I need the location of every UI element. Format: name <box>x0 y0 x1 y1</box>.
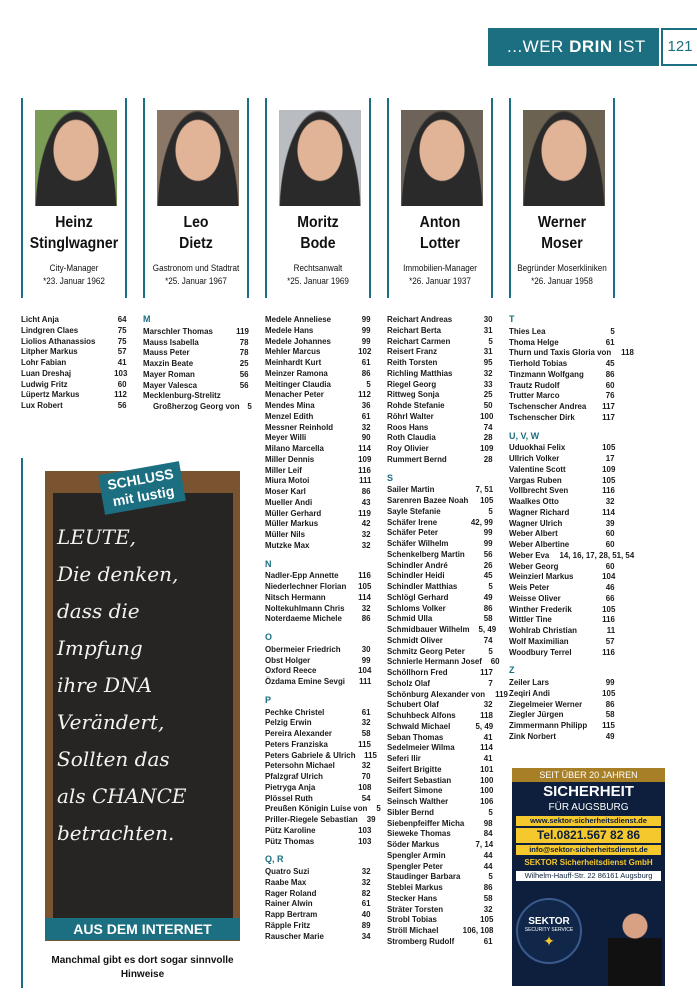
index-entry: Weinzierl Markus 104 <box>509 571 615 582</box>
index-entry: Mauss Isabella 78 <box>143 336 249 347</box>
index-entry: Preußen Königin Luise von 5 <box>265 803 382 814</box>
index-entry: Wagner Richard 114 <box>509 506 615 517</box>
index-letter: T <box>509 314 515 324</box>
index-letter: N <box>265 558 272 569</box>
index-entry: Tschenscher Andrea 117 <box>509 401 615 411</box>
index-entry: Mauss Peter 78 <box>143 347 249 358</box>
index-entry: Seifert Simone 100 <box>387 785 493 796</box>
index-entry: Niederlechner Florian 105 <box>265 581 371 591</box>
index-entry: Schindler Heidi 45 <box>387 570 493 581</box>
index-entry: Weber Albertine 60 <box>509 539 615 549</box>
index-entry: Ströll Michael 106, 108 <box>387 925 493 935</box>
index-entry: Schäfer Peter 99 <box>387 527 493 538</box>
index-entry: Miller Leif 116 <box>265 464 371 475</box>
index-entry: Schmid Ulla 58 <box>387 613 493 624</box>
index-entry: Wohlrab Christian 11 <box>509 625 615 635</box>
index-entry: Nitsch Hermann 114 <box>265 591 371 602</box>
sticker: SCHLUSS mit lustig <box>98 461 186 515</box>
person-role: Rechtsanwalt *25. Januar 1969 <box>287 263 349 286</box>
person-role: Begründer Moserkliniken *26. Januar 1958 <box>517 263 607 286</box>
index-entry: Lux Robert 56 <box>21 400 127 410</box>
index-entry: Nadler-Epp Annette 116 <box>265 570 371 581</box>
index-entry: Röhrl Walter 100 <box>387 410 493 421</box>
index-entry: Pereira Alexander 58 <box>265 728 371 738</box>
index-entry: Schenkelberg Martin 56 <box>387 548 493 559</box>
index-entry: Schloms Volker 86 <box>387 602 493 613</box>
index-entry: Scholz Olaf 7 <box>387 677 493 688</box>
index-entry: Strobl Tobias 105 <box>387 914 493 925</box>
index-entry: Seifert Sebastian 100 <box>387 774 493 785</box>
advertisement[interactable] <box>512 768 665 986</box>
index-entry: Moser Karl 86 <box>265 486 371 496</box>
index-entry: Rainer Alwin 61 <box>265 898 371 909</box>
index-letter: P <box>265 694 272 705</box>
person-photo <box>35 110 117 206</box>
sektor-logo: SEKTOR SECURITY SERVICE ✦ <box>516 898 582 964</box>
index-entry: Milano Marcella 114 <box>265 443 371 453</box>
index-entry: Lohr Fabian 41 <box>21 357 127 367</box>
index-entry: Steblei Markus 86 <box>387 882 493 892</box>
index-letter: O <box>265 632 273 642</box>
index-entry: Rohde Stefanie 50 <box>387 400 493 410</box>
index-entry: Spengler Peter 44 <box>387 860 493 871</box>
index-entry: Zeiler Lars 99 <box>509 677 615 687</box>
index-entry: Miller Dennis 109 <box>265 453 371 464</box>
index-entry: Stromberg Rudolf 61 <box>387 935 493 946</box>
index-entry: Trutter Marco 76 <box>509 390 615 401</box>
index-entry: Pelzig Erwin 32 <box>265 717 371 728</box>
index-entry: Reichart Carmen 5 <box>387 335 493 346</box>
index-entry: Seban Thomas 41 <box>387 731 493 742</box>
index-entry: Valentine Scott 109 <box>509 463 615 474</box>
index-entry: Siebenpfeiffer Micha 98 <box>387 817 493 828</box>
internet-photo-box <box>21 458 245 988</box>
index-entry: Rummert Bernd 28 <box>387 453 493 464</box>
index-entry: Meinhardt Kurt 61 <box>265 357 371 367</box>
index-entry: Özdama Emine Sevgi 111 <box>265 676 371 686</box>
index-entry: Staudinger Barbara 5 <box>387 871 493 882</box>
index-entry: Schubert Olaf 32 <box>387 699 493 710</box>
index-column <box>509 314 635 742</box>
index-entry: Pietryga Anja 108 <box>265 781 371 792</box>
index-entry: Großherzog Georg von 5 <box>153 401 252 411</box>
index-entry: Schmidbauer Wilhelm 5, 49 <box>387 624 496 634</box>
index-entry: Noterdaeme Michele 86 <box>265 613 371 624</box>
index-entry: Rauscher Marie 34 <box>265 930 371 941</box>
index-entry: Meyer Willi 90 <box>265 432 371 443</box>
index-entry: Litpher Markus 57 <box>21 346 127 357</box>
index-entry: Rapp Bertram 40 <box>265 909 371 919</box>
index-entry: Sayle Stefanie 5 <box>387 505 493 516</box>
index-entry: Mayer Valesca 56 <box>143 379 249 390</box>
person-photo <box>401 110 483 206</box>
index-column <box>143 314 252 412</box>
index-entry: Pütz Karoline 103 <box>265 824 371 835</box>
index-entry: Schmitz Georg Peter 5 <box>387 645 493 656</box>
index-entry: Mehler Marcus 102 <box>265 346 371 357</box>
index-entry: Räpple Fritz 89 <box>265 919 371 930</box>
index-entry: Schindler Matthias 5 <box>387 581 493 591</box>
index-entry: Sailer Martin 7, 51 <box>387 484 493 495</box>
chalk-line: Sollten das <box>57 747 170 771</box>
chalk-line: dass die <box>57 599 140 623</box>
index-entry: Noltekuhlmann Chris 32 <box>265 602 371 613</box>
index-entry: Meinzer Ramona 86 <box>265 367 371 378</box>
index-entry: Mendes Mina 36 <box>265 400 371 410</box>
chalk-line: als CHANCE <box>57 784 187 808</box>
index-column <box>387 314 508 947</box>
index-entry: Reichart Berta 31 <box>387 324 493 335</box>
index-entry: Seinsch Walther 106 <box>387 796 493 806</box>
ad-website[interactable]: www.sektor-sicherheitsdienst.de <box>516 816 661 826</box>
index-entry: Rager Roland 82 <box>265 887 371 898</box>
index-entry: Weis Peter 46 <box>509 582 615 592</box>
index-entry: Müller Nils 32 <box>265 529 371 539</box>
index-entry: Tierhold Tobias 45 <box>509 358 615 368</box>
index-entry: Schnierle Hermann Josef 60 <box>387 656 500 667</box>
index-entry: Spengler Armin 44 <box>387 849 493 860</box>
star-icon: ✦ <box>543 933 555 949</box>
index-letter: Z <box>509 665 515 676</box>
person-photo <box>523 110 605 206</box>
index-entry: Schindler André 26 <box>387 559 493 570</box>
index-entry: Medele Johannes 99 <box>265 335 371 346</box>
index-entry: Wagner Ulrich 39 <box>509 517 615 528</box>
index-entry: Pfalzgraf Ulrich 70 <box>265 771 371 781</box>
person-card <box>509 98 615 298</box>
index-entry: Priller-Riegele Sebastian 39 <box>265 814 376 824</box>
index-entry: Medele Hans 99 <box>265 324 371 335</box>
index-entry: Schäfer Irene 42, 99 <box>387 516 493 527</box>
index-letter: U, V, W <box>509 430 540 441</box>
index-entry: Pütz Thomas 103 <box>265 835 371 846</box>
ad-tagline: SEIT ÜBER 20 JAHREN <box>512 768 665 782</box>
index-entry: Mutzke Max 32 <box>265 539 371 550</box>
person-name: Heinz Stinglwagner <box>29 214 119 252</box>
index-entry: Mayer Roman 56 <box>143 368 249 379</box>
index-entry: Weber Eva 14, 16, 17, 28, 51, 54 <box>509 549 635 560</box>
index-entry: Menzel Edith 61 <box>265 410 371 421</box>
section-header: ...WER DRIN IST <box>488 28 659 66</box>
chalk-line: betrachten. <box>57 821 175 845</box>
person-role: City-Manager *23. Januar 1962 <box>43 263 105 286</box>
page-number: 121 <box>661 28 697 66</box>
index-entry: Liolios Athanassios 75 <box>21 335 127 346</box>
index-entry: Richling Matthias 32 <box>387 367 493 378</box>
ad-address: Wilhelm-Hauff-Str. 22 86161 Augsburg <box>516 871 661 881</box>
index-letter: Q, R <box>265 854 284 865</box>
index-entry: Söder Markus 7, 14 <box>387 839 493 849</box>
index-entry: Zimmermann Philipp 115 <box>509 720 615 730</box>
banner: AUS DEM INTERNET <box>45 918 240 940</box>
index-entry: Wolf Maximilian 57 <box>509 635 615 646</box>
index-entry: Roth Claudia 28 <box>387 432 493 443</box>
index-entry: Peters Gabriele & Ulrich 115 <box>265 749 378 760</box>
index-entry: Stecker Hans 58 <box>387 892 493 903</box>
person-photo <box>279 110 361 206</box>
index-entry: Trautz Rudolf 60 <box>509 379 615 390</box>
index-entry: Ziegelmeier Werner 86 <box>509 698 615 709</box>
index-entry: Schöllhorn Fred 117 <box>387 667 493 677</box>
index-entry: Waalkes Otto 32 <box>509 496 615 506</box>
index-entry: Seferi Ilir 41 <box>387 753 493 763</box>
photo-caption: Manchmal gibt es dort sogar sinnvolle Hinweise <box>51 955 234 980</box>
index-entry: Lüpertz Markus 112 <box>21 389 127 400</box>
person-card <box>143 98 249 298</box>
index-letter: M <box>143 314 151 324</box>
index-entry: Sibler Bernd 5 <box>387 806 493 817</box>
index-entry: Licht Anja 64 <box>21 314 127 324</box>
index-letter: S <box>387 472 394 483</box>
index-entry: Schwald Michael 5, 49 <box>387 720 493 731</box>
index-entry: Lindgren Claes 75 <box>21 324 127 335</box>
index-entry: Sträter Torsten 32 <box>387 903 493 914</box>
ad-phone[interactable]: Tel.0821.567 82 86 <box>516 828 661 843</box>
security-guard-photo <box>608 906 662 986</box>
index-entry: Raabe Max 32 <box>265 876 371 887</box>
ad-company: SEKTOR Sicherheitsdienst GmbH <box>524 858 653 867</box>
index-entry: Weisse Oliver 66 <box>509 592 615 603</box>
index-entry: Petersohn Michael 32 <box>265 760 371 771</box>
index-entry: Ludwig Fritz 60 <box>21 378 127 389</box>
person-name: Anton Lotter <box>419 214 461 252</box>
index-entry: Peters Franziska 115 <box>265 738 371 749</box>
index-entry: Müller Markus 42 <box>265 518 371 529</box>
index-entry: Ziegler Jürgen 58 <box>509 709 615 720</box>
index-entry: Miura Motoi 111 <box>265 475 371 486</box>
index-entry: Vollbrecht Sven 116 <box>509 485 615 496</box>
person-photo <box>157 110 239 206</box>
index-entry: Ullrich Volker 17 <box>509 453 615 463</box>
index-entry: Schuhbeck Alfons 118 <box>387 710 493 720</box>
index-entry: Plössel Ruth 54 <box>265 792 371 803</box>
chalk-line: ihre DNA <box>57 673 153 697</box>
index-entry: Woodbury Terrel 116 <box>509 646 615 657</box>
index-entry: Mecklenburg-Strelitz <box>143 390 221 401</box>
index-entry: Riegel Georg 33 <box>387 378 493 389</box>
index-entry: Roy Olivier 109 <box>387 443 493 453</box>
index-entry: Uduokhai Felix 105 <box>509 442 615 453</box>
index-entry: Medele Anneliese 99 <box>265 314 371 324</box>
index-entry: Maxzin Beate 25 <box>143 358 249 368</box>
index-column <box>265 314 382 941</box>
ad-subtitle: FÜR AUGSBURG <box>548 802 629 813</box>
index-entry: Vargas Ruben 105 <box>509 474 615 485</box>
index-entry: Obst Holger 99 <box>265 654 371 665</box>
chalkboard-photo <box>45 471 240 941</box>
index-entry: Müller Gerhard 119 <box>265 507 371 518</box>
index-entry: Wittler Tine 116 <box>509 614 615 625</box>
index-entry: Schäfer Wilhelm 99 <box>387 538 493 548</box>
index-entry: Pechke Christel 61 <box>265 706 371 717</box>
person-name: Leo Dietz <box>179 214 213 252</box>
index-entry: Weber Georg 60 <box>509 560 615 571</box>
index-entry: Thoma Helge 61 <box>509 336 615 347</box>
chalk-line: Verändert, <box>57 710 165 734</box>
index-entry: Zink Norbert 49 <box>509 730 615 741</box>
index-entry: Schönburg Alexander von 119 <box>387 688 508 699</box>
index-entry: Weber Albert 60 <box>509 528 615 539</box>
index-entry: Sedelmeier Wilma 114 <box>387 742 493 753</box>
index-entry: Tschenscher Dirk 117 <box>509 411 615 422</box>
index-entry: Messner Reinhold 32 <box>265 421 371 432</box>
index-entry: Sieweke Thomas 84 <box>387 828 493 839</box>
index-entry: Thies Lea 5 <box>509 325 615 336</box>
index-entry: Rittweg Sonja 25 <box>387 389 493 400</box>
index-entry: Reichart Andreas 30 <box>387 314 493 324</box>
index-entry: Schlögl Gerhard 49 <box>387 591 493 602</box>
index-entry: Obermeier Friedrich 30 <box>265 643 371 654</box>
person-name: Moritz Bode <box>297 214 339 252</box>
ad-email[interactable]: info@sektor-sicherheitsdienst.de <box>516 845 661 855</box>
person-card <box>387 98 493 298</box>
person-card <box>21 98 127 298</box>
index-entry: Luan Dreshaj 103 <box>21 367 127 378</box>
index-entry: Oxford Reece 104 <box>265 665 371 676</box>
chalk-line: LEUTE, <box>57 525 137 549</box>
index-entry: Reisert Franz 31 <box>387 346 493 357</box>
index-entry: Quatro Suzi 32 <box>265 866 371 876</box>
person-card <box>265 98 371 298</box>
chalk-line: Die denken, <box>57 562 179 586</box>
index-entry: Mueller Andi 43 <box>265 496 371 507</box>
index-entry: Winther Frederik 105 <box>509 603 615 614</box>
index-column <box>21 314 127 411</box>
index-entry: Menacher Peter 112 <box>265 389 371 400</box>
chalk-line: Impfung <box>57 636 143 660</box>
index-entry: Schmidt Oliver 74 <box>387 634 493 645</box>
index-entry: Meitinger Claudia 5 <box>265 378 371 389</box>
ad-title: SICHERHEIT <box>543 783 634 800</box>
chalkboard-text <box>57 519 227 852</box>
person-role: Gastronom und Stadtrat *25. Januar 1967 <box>152 263 240 286</box>
index-entry: Zeqiri Andi 105 <box>509 687 615 698</box>
index-entry: Sarenren Bazee Noah 105 <box>387 495 493 505</box>
index-entry: Roos Hans 74 <box>387 421 493 432</box>
person-role: Immobilien-Manager *26. Januar 1937 <box>403 263 477 286</box>
index-entry: Marschler Thomas 119 <box>143 325 249 336</box>
person-name: Werner Moser <box>537 214 587 252</box>
index-entry: Tinzmann Wolfgang 86 <box>509 368 615 379</box>
index-entry: Thurn und Taxis Gloria von 118 <box>509 347 634 358</box>
index-entry: Reith Torsten 95 <box>387 357 493 367</box>
index-entry: Seifert Brigitte 101 <box>387 763 493 774</box>
